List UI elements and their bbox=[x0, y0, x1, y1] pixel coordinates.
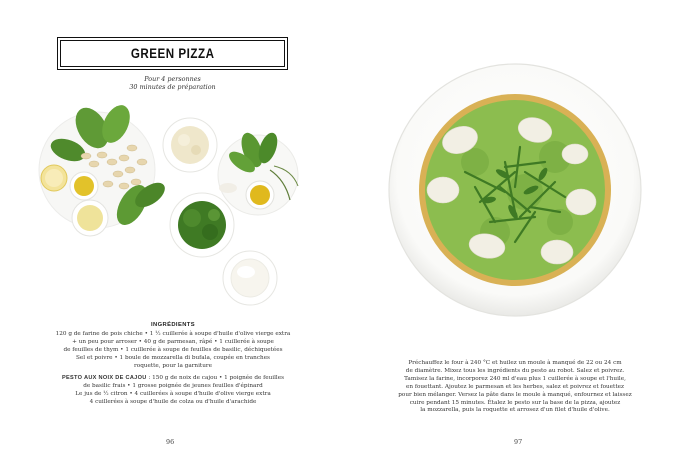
method-line: de diamètre. Mixez tous les ingrédients du pesto au robot. Salez et poivrez. bbox=[405, 367, 625, 374]
pesto-line: de basilic frais • 1 grosse poignée de jeunes feuilles d'épinard bbox=[83, 383, 263, 390]
ingredient-line: Sel et poivre • 1 boule de mozzarella di bufala, coupée en tranches bbox=[76, 354, 270, 361]
mozzarella-bowl bbox=[223, 251, 277, 305]
ingredients-photo bbox=[32, 100, 317, 315]
ingredient-line: de feuilles de thym • 1 cuillerée à soupe de feuilles de basilic, déchiquetées bbox=[63, 346, 283, 353]
recipe-title-box bbox=[57, 37, 288, 70]
ingredient-line: + un peu pour arroser • 40 g de parmesan, râpé • 1 cuillerée à soupe bbox=[72, 338, 274, 345]
pesto-first-line-rest: : 150 g de noix de cajou • 1 poignée de feuilles bbox=[146, 375, 285, 382]
page-number-right: 97 bbox=[514, 438, 523, 446]
method-line: la mozzarella, puis la roquette et arrosez d'un filet d'huile d'olive. bbox=[420, 407, 610, 414]
parmesan-bowl bbox=[163, 118, 217, 172]
ingredients-heading: INGRÉDIENTS bbox=[150, 322, 196, 328]
ingredients-section bbox=[30, 322, 316, 407]
method-line: Préchauffez le four à 240 °C et huilez un moule à manqué de 22 ou 24 cm bbox=[408, 360, 622, 366]
pesto-line: Le jus de ½ citron • 4 cuillerées à soupe d'huile d'olive vierge extra bbox=[75, 391, 271, 398]
method-line: cuire pendant 15 minutes. Étalez le pesto sur la base de la pizza, ajoutez bbox=[409, 399, 621, 406]
recipe-title: GREEN PIZZA bbox=[130, 46, 215, 61]
pizza-photo bbox=[385, 62, 645, 322]
servings-text: Pour 4 personnes bbox=[144, 75, 201, 83]
ingredient-line: 120 g de farine de pois chiche • 1 ½ cuillerée à soupe d'huile d'olive vierge extra bbox=[55, 330, 291, 337]
herb-plate bbox=[218, 130, 298, 215]
prep-time-text: 30 minutes de préparation bbox=[129, 83, 216, 91]
recipe-meta bbox=[100, 75, 245, 91]
ingredient-line: roquette, pour la garniture bbox=[134, 362, 212, 369]
page-number-left: 96 bbox=[166, 438, 175, 446]
pesto-heading: PESTO AUX NOIX DE CAJOU bbox=[61, 375, 147, 382]
method-section bbox=[385, 360, 645, 415]
pesto-line: 4 cuillerées à soupe d'huile de colza ou d'huile d'arachide bbox=[89, 399, 257, 406]
rocket-bowl bbox=[170, 193, 234, 257]
method-line: pour bien mélanger. Versez la pâte dans le moule à manqué, enfournez et laissez bbox=[398, 391, 632, 398]
method-line: Tamisez la farine, incorporez 240 ml d'eau plus 1 cuillerée à soupe et l'huile, bbox=[404, 375, 626, 382]
method-line: en fouettant. Ajoutez le parmesan et les herbes, salez et poivrez et fouettez bbox=[406, 383, 624, 390]
plate-cashews-basil bbox=[39, 101, 169, 236]
